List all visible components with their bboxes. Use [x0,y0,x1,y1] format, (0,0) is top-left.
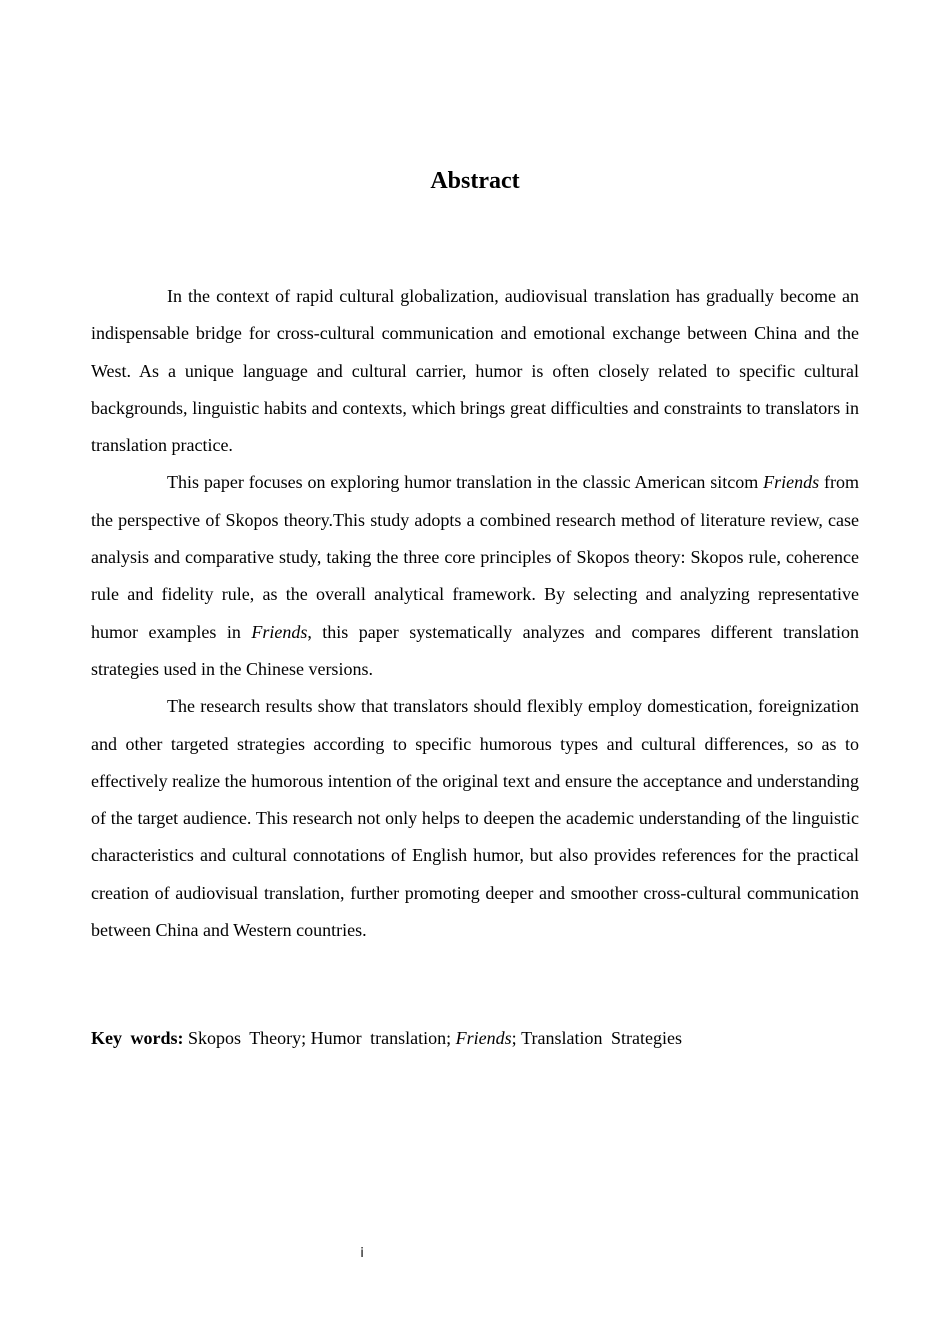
abstract-paragraph-1 [91,278,859,464]
keyword-humor-translation: Humor translation; [310,1028,452,1048]
keyword-friends-italic: Friends [455,1028,512,1048]
paragraph-3-text: The research results show that translators should flexibly employ domestication, foreignization and other targeted strategies according to specific humorous types and cultural differences, so as to effectively realize the humorous intention of the original text and ensure the acceptance and understanding of the target audience. This research not only helps to deepen the academic understanding of the linguistic characteristics and cultural connotations of English humor, but also provides references for the practical creation of audiovisual translation, further promoting deeper and smoother cross-cultural communication between China and Western countries. [91,696,859,941]
keyword-friends [456,1028,517,1048]
page-number: i [360,1246,364,1261]
friends-title-italic: Friends [763,472,820,493]
keyword-friends-separator: ; [511,1028,517,1048]
keyword-skopos-theory: Skopos Theory; [188,1028,307,1048]
keywords-label: Key words: [91,1028,184,1048]
paragraph-1-text: In the context of rapid cultural globalization, audiovisual translation has gradually become an indispensable bridge for cross-cultural communication and emotional exchange between China and the West. As a unique language and cultural carrier, humor is often closely related to specific cultural backgrounds, linguistic habits and contexts, which brings great difficulties and constraints to translators in translation practice. [91,286,859,456]
abstract-body [91,278,859,949]
paragraph-2-text-start: This paper focuses on exploring humor translation in the classic American sitcom [167,472,764,493]
keyword-translation-strategies: Translation Strategies [521,1028,682,1048]
paragraph-2-text-end: , this paper systematically analyzes and compares different translation strategies used in the Chinese versions. [91,621,859,679]
abstract-paragraph-2 [91,464,859,688]
abstract-paragraph-3 [91,688,859,949]
friends-title-italic: Friends [251,621,308,642]
abstract-title: Abstract [430,168,520,194]
paragraph-2-text-middle: from the perspective of Skopos theory.This study adopts a combined research method of literature review, case analysis and comparative study, taking the three core principles of Skopos theory: Skopos rule, coherence rule and fidelity rule, as the overall analytical framework. By selecting and analyzing representative humor examples in [91,472,859,642]
keywords-line [91,1020,859,1057]
